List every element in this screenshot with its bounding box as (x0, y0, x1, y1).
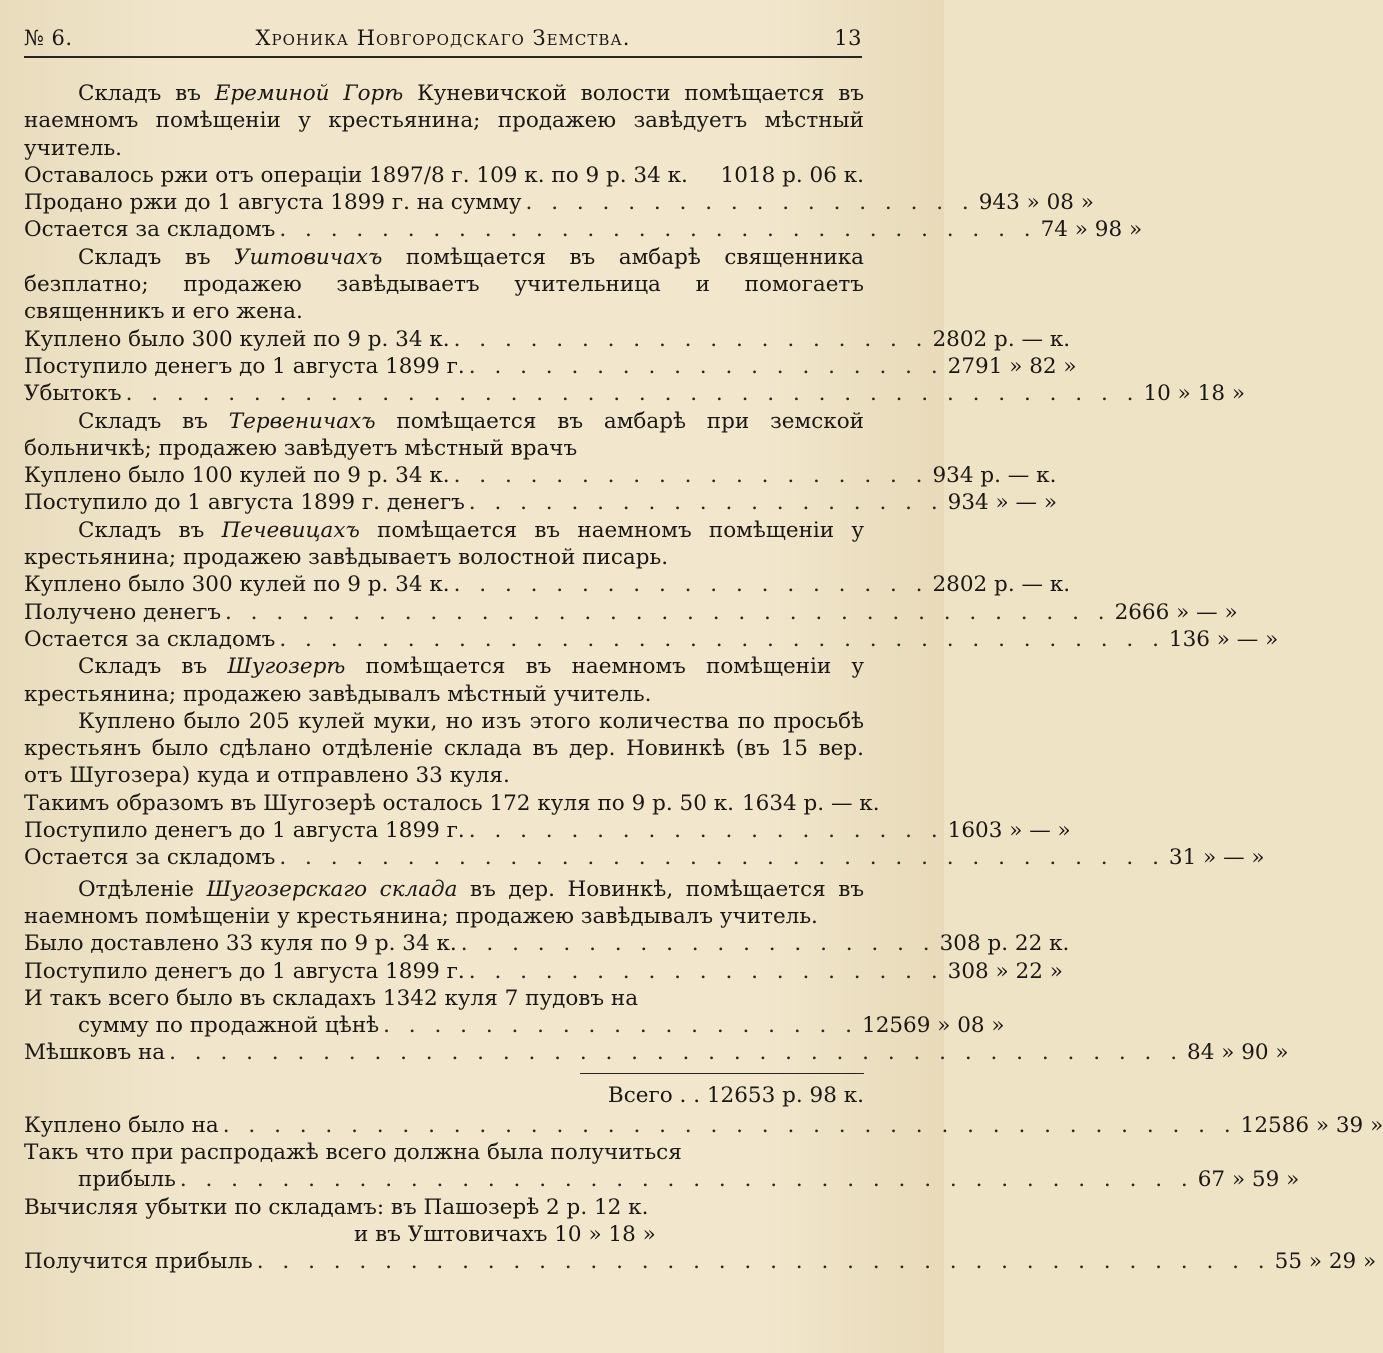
row-label: Поступило до 1 августа 1899 г. денегъ (24, 490, 465, 516)
text-line: и въ Уштовичахъ 10 » 18 » (354, 1221, 656, 1247)
text: Отдѣленіе (78, 876, 207, 902)
row-label: Оставалось ржи отъ операціи 1897/8 г. 109 к. по 9 р. 34 к. (24, 162, 688, 188)
ledger-row (24, 1039, 1289, 1066)
row-label: Куплено было 300 кулей по 9 р. 34 к. (24, 326, 450, 352)
text: Складъ въ (78, 517, 222, 543)
paragraph (24, 244, 864, 326)
row-amount: 1018 р. 06 к. (720, 162, 864, 188)
ledger-row (24, 1248, 1377, 1275)
dot-leader: . . . . . . . . . . . . . . . . . . . . . . . . . . . . . . . . . . . (279, 626, 1165, 652)
row-label: Куплено было 300 кулей по 9 р. 34 к. (24, 572, 450, 598)
ledger-row (24, 958, 1063, 985)
row-label: Поступило денегъ до 1 августа 1899 г. (24, 958, 465, 984)
text: помѣщается въ амбарѣ при земской больничкѣ; продажею завѣдуетъ мѣстный врачъ (24, 408, 865, 461)
row-amount: 308 р. 22 к. (939, 931, 1070, 957)
row-amount: 67 » 59 » (1197, 1167, 1300, 1193)
ledger-row (24, 571, 1071, 598)
row-amount: 55 » 29 » (1274, 1249, 1377, 1275)
ledger-row (24, 489, 1058, 516)
text-line: И такъ всего было въ складахъ 1342 куля 7 пудовъ на (24, 985, 639, 1011)
ledger-row (24, 1166, 1300, 1193)
place-name: Ереминой Горѣ (214, 81, 404, 106)
ledger-row (24, 844, 1265, 871)
row-amount: 84 » 90 » (1187, 1040, 1289, 1066)
row-label: Продано ржи до 1 августа 1899 г. на сумму (24, 190, 522, 216)
dot-leader: . . . . . . . . . . . . . . . . . . . (468, 353, 944, 379)
dot-leader: . . . . . . . . . . . . . . . . . . . . . . . . . . . . . . . . . . . (279, 845, 1165, 871)
row-label: Такимъ образомъ въ Шугозерѣ осталось 172 куля по 9 р. 50 к. (24, 790, 734, 816)
place-name: Уштовичахъ (234, 244, 383, 270)
row-label: сумму по продажной цѣнѣ (78, 1013, 380, 1039)
place-name: Шугозерскаго склада (206, 876, 458, 902)
text: помѣщается въ амбарѣ священника безплатно; продажею завѣдываетъ учительница и помогаетъ священникъ и его жена. (24, 244, 865, 325)
ledger-row (24, 216, 1143, 243)
row-amount: 136 » — » (1168, 626, 1279, 652)
row-amount: 934 » — » (947, 490, 1058, 516)
dot-leader: . . . . . . . . . . . . . . . . . . . (468, 490, 944, 516)
text: помѣщается въ наемномъ помѣщеніи у крестьянина; продажею завѣдываетъ волостной писарь. (24, 517, 865, 571)
paragraph (24, 517, 864, 572)
ledger-row (24, 462, 1057, 489)
total-line: Всего . . 12653 р. 98 к. (607, 1082, 864, 1108)
row-label: Куплено было на (24, 1112, 219, 1138)
ledger-row (24, 930, 1070, 957)
ledger-row (24, 1012, 1005, 1039)
row-amount: 74 » 98 » (1040, 217, 1143, 243)
row-label: Мѣшковъ на (24, 1040, 166, 1066)
row-label: Остается за складомъ (24, 626, 276, 652)
dot-leader: . . . . . . . . . . . . . . . . . . . (468, 818, 944, 844)
dot-leader: . . . . . . . . . . . . . . . . . . . . . . . . . . . . . . . . . . . . . . . . (125, 381, 1140, 407)
ledger-row (24, 1112, 1383, 1139)
row-amount: 1603 » — » (947, 818, 1071, 844)
ledger-row (24, 626, 1279, 653)
dot-leader: . . . . . . . . . . . . . . . . . . . (453, 463, 929, 489)
row-amount: 934 р. — к. (932, 463, 1057, 489)
page-number: 13 (834, 26, 862, 50)
text: Куневичской волости помѣщается въ наемномъ помѣщеніи у крестьянина; продажею завѣдуетъ мѣстный учитель. (24, 81, 864, 161)
row-amount: 2791 » 82 » (947, 353, 1077, 379)
paragraph (24, 80, 864, 162)
ledger-row (24, 353, 1077, 380)
row-label: Было доставлено 33 куля по 9 р. 34 к. (24, 931, 457, 957)
paragraph (24, 408, 864, 463)
dot-leader: . . . . . . . . . . . . . . . . . . (525, 190, 975, 216)
row-label: Поступило денегъ до 1 августа 1899 г. (24, 353, 465, 379)
row-label: Куплено было 100 кулей по 9 р. 34 к. (24, 463, 450, 489)
page-body (24, 80, 1383, 1275)
row-amount: 2666 » — » (1114, 599, 1238, 625)
ledger-row (24, 599, 1238, 626)
row-amount: 31 » — » (1168, 845, 1265, 871)
text: Складъ въ (78, 654, 228, 680)
text-line: Такъ что при распродажѣ всего должна была получиться (24, 1139, 682, 1165)
ledger-row (24, 189, 1094, 216)
dot-leader: . . . . . . . . . . . . . . . . . . . . . . . . . . . . . . . . . . . . . . . . (256, 1249, 1271, 1275)
row-label: Убытокъ (24, 381, 122, 407)
text-line: Вычисляя убытки по складамъ: въ Пашозерѣ 2 р. 12 к. (24, 1194, 649, 1220)
dot-leader: . . . . . . . . . . . . . . . . . . . . . . . . . . . . . . (279, 217, 1037, 243)
row-label: Получено денегъ (24, 599, 222, 625)
text: Складъ въ (78, 408, 229, 434)
row-label: Остается за складомъ (24, 217, 276, 243)
row-amount: 943 » 08 » (978, 190, 1094, 216)
ledger-row (24, 326, 1071, 353)
ledger-row (24, 790, 880, 817)
dot-leader: . . . . . . . . . . . . . . . . . . . (468, 958, 944, 984)
dot-leader: . . . . . . . . . . . . . . . . . . . . . . . . . . . . . . . . . . . . . . . . (222, 1112, 1237, 1138)
text: Складъ въ (78, 81, 215, 106)
row-amount: 2802 р. — к. (932, 326, 1071, 352)
dot-leader: . . . . . . . . . . . . . . . . . . . (453, 572, 929, 598)
row-amount: 308 » 22 » (947, 958, 1063, 984)
ledger-row (24, 817, 1071, 844)
place-name: Тервеничахъ (228, 408, 376, 434)
sum-rule (580, 1073, 864, 1074)
running-header (24, 26, 862, 54)
ledger-row (24, 162, 864, 189)
paragraph (24, 653, 864, 708)
dot-leader: . . . . . . . . . . . . . . . . . . . . . . . . . . . . . . . . . . . (225, 599, 1111, 625)
text: въ дер. Новинкѣ, помѣщается въ наемномъ помѣщеніи у крестьянина; продажею завѣдывалъ учитель. (24, 876, 865, 929)
dot-leader: . . . . . . . . . . . . . . . . . . . (453, 326, 929, 352)
header-rule (24, 56, 862, 58)
dot-leader: . . . . . . . . . . . . . . . . . . . (383, 1013, 859, 1039)
dot-leader: . . . . . . . . . . . . . . . . . . . . . . . . . . . . . . . . . . . . . . . . (169, 1040, 1184, 1066)
place-name: Печевицахъ (221, 517, 360, 543)
row-label: Остается за складомъ (24, 845, 276, 871)
dot-leader: . . . . . . . . . . . . . . . . . . . . . . . . . . . . . . . . . . . . . . . . (179, 1167, 1194, 1193)
row-amount: 10 » 18 » (1143, 381, 1245, 407)
ledger-row (24, 380, 1245, 407)
place-name: Шугозерѣ (227, 654, 346, 680)
row-label: Получится прибыль (24, 1249, 253, 1275)
row-amount: 1634 р. — к. (741, 790, 880, 816)
paragraph: Куплено было 205 кулей муки, но изъ этого количества по просьбѣ крестьянъ было сдѣлано отдѣленіе склада въ дер. Новинкѣ (въ 15 вер. отъ Шугозера) куда и отправлено 33 куля. (24, 708, 864, 789)
row-label: Поступило денегъ до 1 августа 1899 г. (24, 818, 465, 844)
text: помѣщается въ наемномъ помѣщеніи у крестьянина; продажею завѣдывалъ мѣстный учитель. (24, 654, 864, 707)
row-amount: 2802 р. — к. (932, 572, 1071, 598)
row-amount: 12586 » 39 » (1240, 1112, 1383, 1138)
journal-title: Хроника Новгородскаго Земства. (255, 26, 631, 50)
issue-number: № 6. (24, 26, 73, 50)
dot-leader: . . . . . . . . . . . . . . . . . . . (460, 931, 936, 957)
row-amount: 12569 » 08 » (862, 1013, 1005, 1039)
paragraph (24, 876, 864, 931)
row-label: прибыль (78, 1167, 176, 1193)
text: Складъ въ (78, 244, 235, 270)
